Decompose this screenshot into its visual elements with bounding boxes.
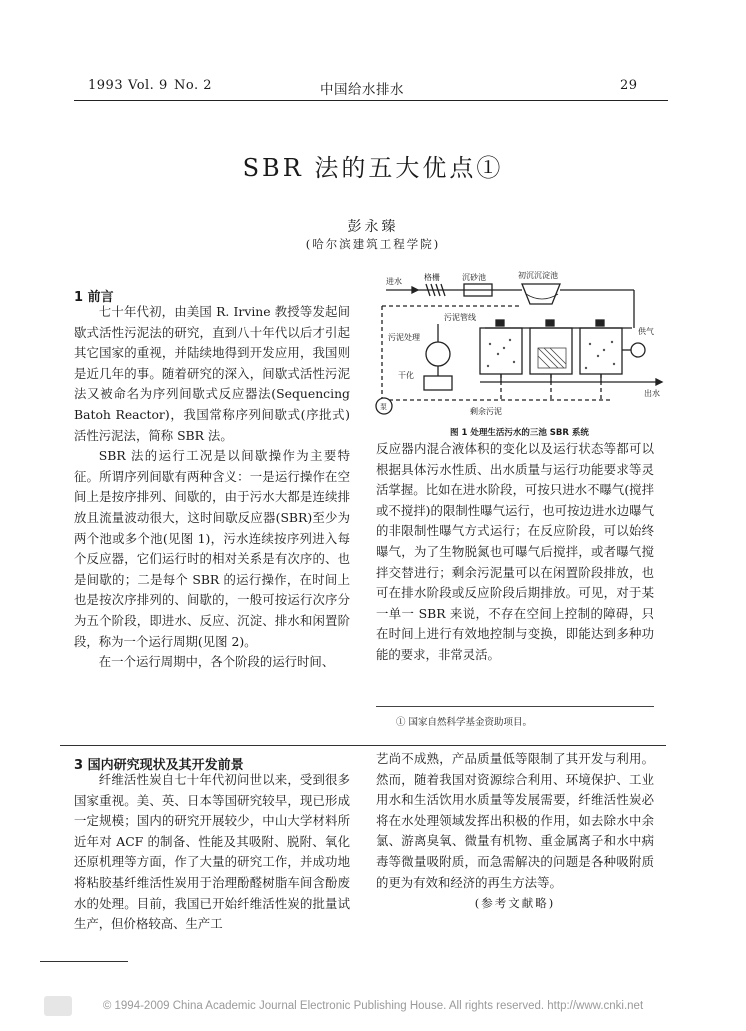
feed-valves: [496, 320, 604, 326]
section-3-right-column: [376, 749, 654, 911]
inflow-arrow: [412, 287, 418, 293]
paragraph-acf-research: 纤维活性炭自七十年代初问世以来，受到很多国家重视。美、英、日本等国研究较早，现已形成一定规模；国内的研究开展较少，中山大学材料所近年对 ACF 的制备、性能及其吸附、脱附、氧化还原机理等方面，作了大量的研究工作，并成功地将粘胶基纤维活性炭用于治理酚醛树脂车间含酚废水的处理。目前，我国已开始纤维活性炭的批量试生产，但价格较高、生产工: [74, 772, 350, 932]
label-screen: 格栅: [424, 273, 440, 282]
reactor-1: [480, 328, 522, 374]
label-sludge-line: 污泥管线: [444, 313, 476, 322]
article-divider: [60, 745, 666, 746]
sludge-thickener: [426, 342, 450, 366]
paragraph-cycle-start: 在一个运行周期中，各个阶段的运行时间、: [98, 654, 335, 670]
primary-clarifier: [522, 284, 560, 304]
header-rule: [74, 100, 668, 101]
reactor-mixed-liquor: [487, 339, 615, 369]
label-drying: 干化: [398, 371, 414, 380]
label-primary-clarifier: 初沉沉淀池: [518, 271, 558, 280]
paragraph-operation: SBR 法的运行工况是以间歇操作为主要特征。所谓序列间歇有两种含义：一是运行操作在空间上是按序排列、间歇的，由于污水大都是连续排放且流量波动很大，这时间歇反应器(SBR)至少为两个池或多个池(见图 1)，污水连续按序列进入每个反应器，它们运行时的相对关系是有次序的、也是间歇的；二是每个 SBR 的运行操作，在时间上也是按次序排列的、间歇的，一般可按运行次序分为五个阶段，即进水、反应、沉淀、排水和闲置阶段，称为一个运行周期(见图 2)。: [74, 448, 350, 649]
article-affiliation: (哈尔滨建筑工程学院): [305, 237, 441, 251]
label-grit-chamber: 沉砂池: [462, 273, 486, 282]
header-volume: Vol. 9: [128, 78, 168, 93]
header-year: 1993: [88, 78, 124, 93]
header-page-number: 29: [620, 78, 638, 93]
article-author: 彭永臻: [347, 219, 399, 235]
paragraph-cycle-continued: 反应器内混合液体积的变化以及运行状态等都可以根据具体污水性质、出水质量与运行功能要求等灵活掌握。比如在进水阶段，可按只进水不曝气(搅拌或不搅拌)的限制性曝气运行，也可按边进水边曝气的非限制性曝气方式运行；在反应阶段，可以始终曝气，为了生物脱氮也可曝气后搅拌，或者曝气搅拌交替进行；剩余污泥量可以在闲置阶段排放，也可在排水阶段或反应阶段后期排放。可见，对于某一单一 SBR 来说，不存在空间上控制的障碍，只在时间上进行有效地控制与变换，即能达到多种功能的要求，非常灵活。: [376, 441, 654, 662]
label-air-supply: 供气: [638, 327, 654, 336]
figure-1-diagram: [372, 264, 672, 422]
label-inflow: 进水: [386, 277, 402, 286]
label-excess-sludge: 剩余污泥: [470, 407, 502, 416]
footnote-rule: [376, 706, 654, 707]
paragraph-acf-outlook: 艺尚不成熟，产品质量低等限制了其开发与利用。然而，随着我国对资源综合利用、环境保护、工业用水和生活饮用水质量等发展需要，纤维活性炭必将在水处理领域发挥出积极的作用，如去除水中余氯、游离臭氧、微量有机物、重金属离子和水中病毒等微量吸附质，而急需解决的问题是各种吸附质的更为有效和经济的再生方法等。: [376, 751, 654, 890]
footnote-text: ① 国家自然科学基金资助项目。: [396, 717, 533, 728]
section-1-left-column: [74, 302, 350, 673]
sludge-drying-bed: [424, 376, 452, 390]
label-sludge-treatment: 污泥处理: [388, 333, 420, 342]
figure-1-caption: 图 1 处理生活污水的三池 SBR 系统: [450, 428, 589, 438]
paragraph-intro: 七十年代初，由美国 R. Irvine 教授等发起间歇式活性污泥法的研究，直到八十年代以后才引起其它国家的重视，并陆续地得到开发应用，我国则是近几年的事。随着研究的深入，间歇式活性污泥法又被命名为序列间歇式反应器法(Sequencing Batoh Reactor)，我国常称序列间歇式(序批式)活性污泥法，简称 SBR 法。: [74, 304, 350, 443]
section-1-heading: 1 前言: [74, 290, 114, 305]
references-omitted-note: (参考文献略): [474, 896, 556, 911]
section-3-left-column: [74, 770, 350, 935]
bottom-short-rule: [40, 961, 128, 962]
label-pump: 泵: [380, 403, 387, 411]
reactor-2-hatch: [538, 348, 566, 368]
section-1-right-column: [376, 439, 654, 666]
article-title: SBR 法的五大优点①: [242, 154, 504, 182]
copyright-watermark: © 1994-2009 China Academic Journal Electronic Publishing House. All rights reserved. http://www.cnki.net: [102, 1000, 644, 1012]
air-blower: [631, 343, 645, 357]
header-journal: 中国给水排水: [320, 82, 404, 98]
label-outflow: 出水: [644, 389, 660, 398]
header-issue: No. 2: [174, 78, 213, 93]
section-3-heading: 3 国内研究现状及其开发前景: [74, 758, 244, 773]
